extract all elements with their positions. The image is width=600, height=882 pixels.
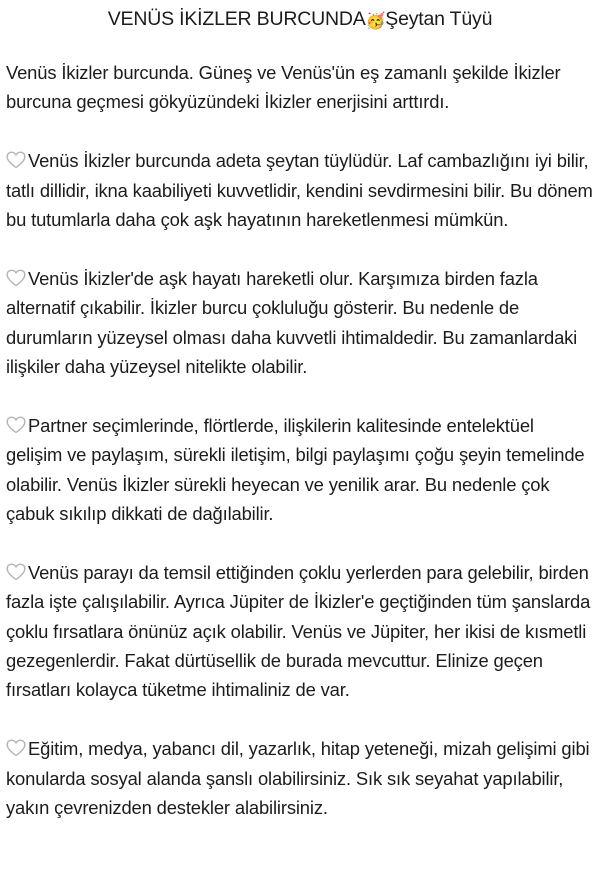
paragraph-text: Partner seçimlerinde, flörtlerde, ilişkilerin kalitesinde entelektüel gelişim ve paylaşım, sürekli iletişim, bilgi paylaşımı çoğu şeyin temelinde olabilir. Venüs İkizler sürekli heyecan ve yenilik arar. Bu nedenle çok çabuk sıkılıp dikkati de dağılabilir. <box>6 414 585 525</box>
paragraph-partner <box>6 411 594 529</box>
title-text: VENÜS İKİZLER BURCUNDA <box>107 8 366 30</box>
white-heart-icon <box>6 269 26 287</box>
paragraph-text: Venüs parayı da temsil ettiğinden çoklu yerlerden para gelebilir, birden fazla işte çalışılabilir. Ayrıca Jüpiter de İkizler'e geçtiğinden tüm şanslarda çoklu fırsatlara önünüz açık olabilir. Venüs ve Jüpiter, her ikisi de kısmetli gezegenlerdir. Fakat dürtüsellik de burada mevcuttur. Elinize geçen fırsatları kolayca tüketme ihtimaliniz de var. <box>6 561 591 701</box>
paragraph-text: Venüs İkizler burcunda adeta şeytan tüylüdür. Laf cambazlığını iyi bilir, tatlı dillidir, ikna kaabiliyeti kuvvetlidir, kendini sevdirmesini bilir. Bu dönem bu tutumlarla daha çok aşk hayatının hareketlenmesi mümkün. <box>6 150 593 231</box>
white-heart-icon <box>6 563 26 581</box>
paragraph-text: Eğitim, medya, yabancı dil, yazarlık, hitap yeteneği, mizah gelişimi gibi konularda sosyal alanda şanslı olabilirsiniz. Sık sık seyahat yapılabilir, yakın çevrenizden destekler alabilirsiniz. <box>6 738 590 819</box>
white-heart-icon <box>6 739 26 757</box>
paragraph-love-charm <box>6 146 594 234</box>
paragraph-education <box>6 734 594 822</box>
intro-paragraph: Venüs İkizler burcunda. Güneş ve Venüs'ün eş zamanlı şekilde İkizler burcuna geçmesi gökyüzündeki İkizler enerjisini arttırdı. <box>6 62 561 113</box>
page-title <box>6 0 594 34</box>
white-heart-icon <box>6 151 26 169</box>
paragraph-text: Venüs İkizler'de aşk hayatı hareketli olur. Karşımıza birden fazla alternatif çıkabilir. İkizler burcu çokluluğu gösterir. Bu nedenle de durumların yüzeysel olması daha kuvvetli ihtimaldedir. Bu zamanlardaki ilişkiler daha yüzeysel nitelikte olabilir. <box>6 267 578 378</box>
white-heart-icon <box>6 416 26 434</box>
title-suffix: Şeytan Tüyü <box>385 8 493 30</box>
paragraph-love-life <box>6 264 594 382</box>
paragraph-money <box>6 558 594 705</box>
article-body <box>6 34 594 822</box>
party-face-icon: 🥳 <box>365 13 386 30</box>
